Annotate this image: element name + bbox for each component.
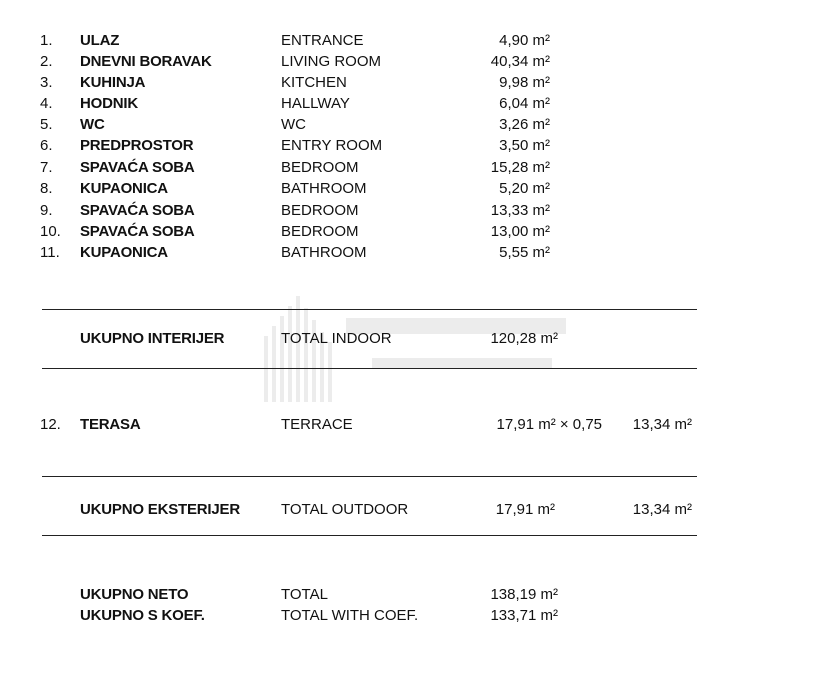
total-indoor-label-hr: UKUPNO INTERIJER	[80, 330, 225, 347]
terrace-area-result: 13,34 m²	[632, 416, 692, 433]
divider	[42, 309, 697, 310]
list-item	[0, 178, 828, 199]
terrace-name-hr: TERASA	[80, 416, 141, 433]
total-coef-area: 133,71 m²	[490, 607, 558, 624]
list-item	[0, 72, 828, 93]
room-name-en: BATHROOM	[281, 244, 367, 261]
room-area: 3,50 m²	[499, 137, 550, 154]
list-item	[0, 221, 828, 242]
list-item	[0, 93, 828, 114]
room-area: 9,98 m²	[499, 74, 550, 91]
total-coef-label-hr: UKUPNO S KOEF.	[80, 607, 205, 624]
list-item	[0, 242, 828, 263]
list-item	[0, 157, 828, 178]
room-name-hr: SPAVAĆA SOBA	[80, 159, 195, 176]
room-name-en: ENTRY ROOM	[281, 137, 383, 154]
room-area: 40,34 m²	[490, 53, 550, 70]
room-name-hr: ULAZ	[80, 32, 120, 49]
room-area: 13,33 m²	[490, 202, 550, 219]
divider	[42, 535, 697, 536]
list-item	[0, 200, 828, 221]
total-coef-row	[0, 605, 828, 626]
divider	[42, 476, 697, 477]
room-number: 8.	[40, 180, 53, 197]
list-item	[0, 30, 828, 51]
room-name-hr: HODNIK	[80, 95, 138, 112]
terrace-row	[0, 414, 828, 435]
room-area: 5,20 m²	[499, 180, 550, 197]
room-area: 15,28 m²	[490, 159, 550, 176]
room-number: 2.	[40, 53, 53, 70]
list-item	[0, 135, 828, 156]
list-item	[0, 114, 828, 135]
watermark-logo	[262, 296, 582, 406]
room-name-en: WC	[281, 116, 306, 133]
list-item	[0, 51, 828, 72]
room-name-en: ENTRANCE	[281, 32, 364, 49]
room-area: 6,04 m²	[499, 95, 550, 112]
room-name-en: BATHROOM	[281, 180, 367, 197]
room-name-hr: KUPAONICA	[80, 244, 168, 261]
divider	[42, 368, 697, 369]
room-name-en: BEDROOM	[281, 223, 359, 240]
room-area: 3,26 m²	[499, 116, 550, 133]
terrace-number: 12.	[40, 416, 61, 433]
total-net-row	[0, 584, 828, 605]
total-net-label-en: TOTAL	[281, 586, 328, 603]
total-outdoor-label-en: TOTAL OUTDOOR	[281, 501, 409, 518]
total-indoor-area: 120,28 m²	[490, 330, 558, 347]
terrace-name-en: TERRACE	[281, 416, 353, 433]
room-number: 10.	[40, 223, 61, 240]
total-indoor-label-en: TOTAL INDOOR	[281, 330, 392, 347]
total-outdoor-row	[0, 499, 828, 520]
room-name-en: KITCHEN	[281, 74, 347, 91]
room-name-en: BEDROOM	[281, 159, 359, 176]
room-area: 4,90 m²	[499, 32, 550, 49]
room-name-en: HALLWAY	[281, 95, 350, 112]
total-outdoor-coef-area: 13,34 m²	[632, 501, 692, 518]
room-name-hr: DNEVNI BORAVAK	[80, 53, 212, 70]
room-number: 7.	[40, 159, 53, 176]
room-number: 6.	[40, 137, 53, 154]
room-area: 5,55 m²	[499, 244, 550, 261]
room-name-hr: SPAVAĆA SOBA	[80, 223, 195, 240]
room-name-hr: KUHINJA	[80, 74, 146, 91]
total-outdoor-area: 17,91 m²	[495, 501, 555, 518]
room-name-hr: SPAVAĆA SOBA	[80, 202, 195, 219]
total-coef-label-en: TOTAL WITH COEF.	[281, 607, 419, 624]
room-number: 5.	[40, 116, 53, 133]
terrace-area-coef: 17,91 m² × 0,75	[496, 416, 602, 433]
total-outdoor-label-hr: UKUPNO EKSTERIJER	[80, 501, 240, 518]
total-indoor-row	[0, 328, 828, 349]
room-name-hr: PREDPROSTOR	[80, 137, 194, 154]
total-net-label-hr: UKUPNO NETO	[80, 586, 189, 603]
room-number: 11.	[40, 244, 60, 261]
room-number: 3.	[40, 74, 53, 91]
room-number: 9.	[40, 202, 53, 219]
room-area: 13,00 m²	[490, 223, 550, 240]
room-number: 4.	[40, 95, 53, 112]
room-name-hr: WC	[80, 116, 105, 133]
room-name-en: LIVING ROOM	[281, 53, 382, 70]
room-name-en: BEDROOM	[281, 202, 359, 219]
room-name-hr: KUPAONICA	[80, 180, 168, 197]
total-net-area: 138,19 m²	[490, 586, 558, 603]
room-number: 1.	[40, 32, 53, 49]
